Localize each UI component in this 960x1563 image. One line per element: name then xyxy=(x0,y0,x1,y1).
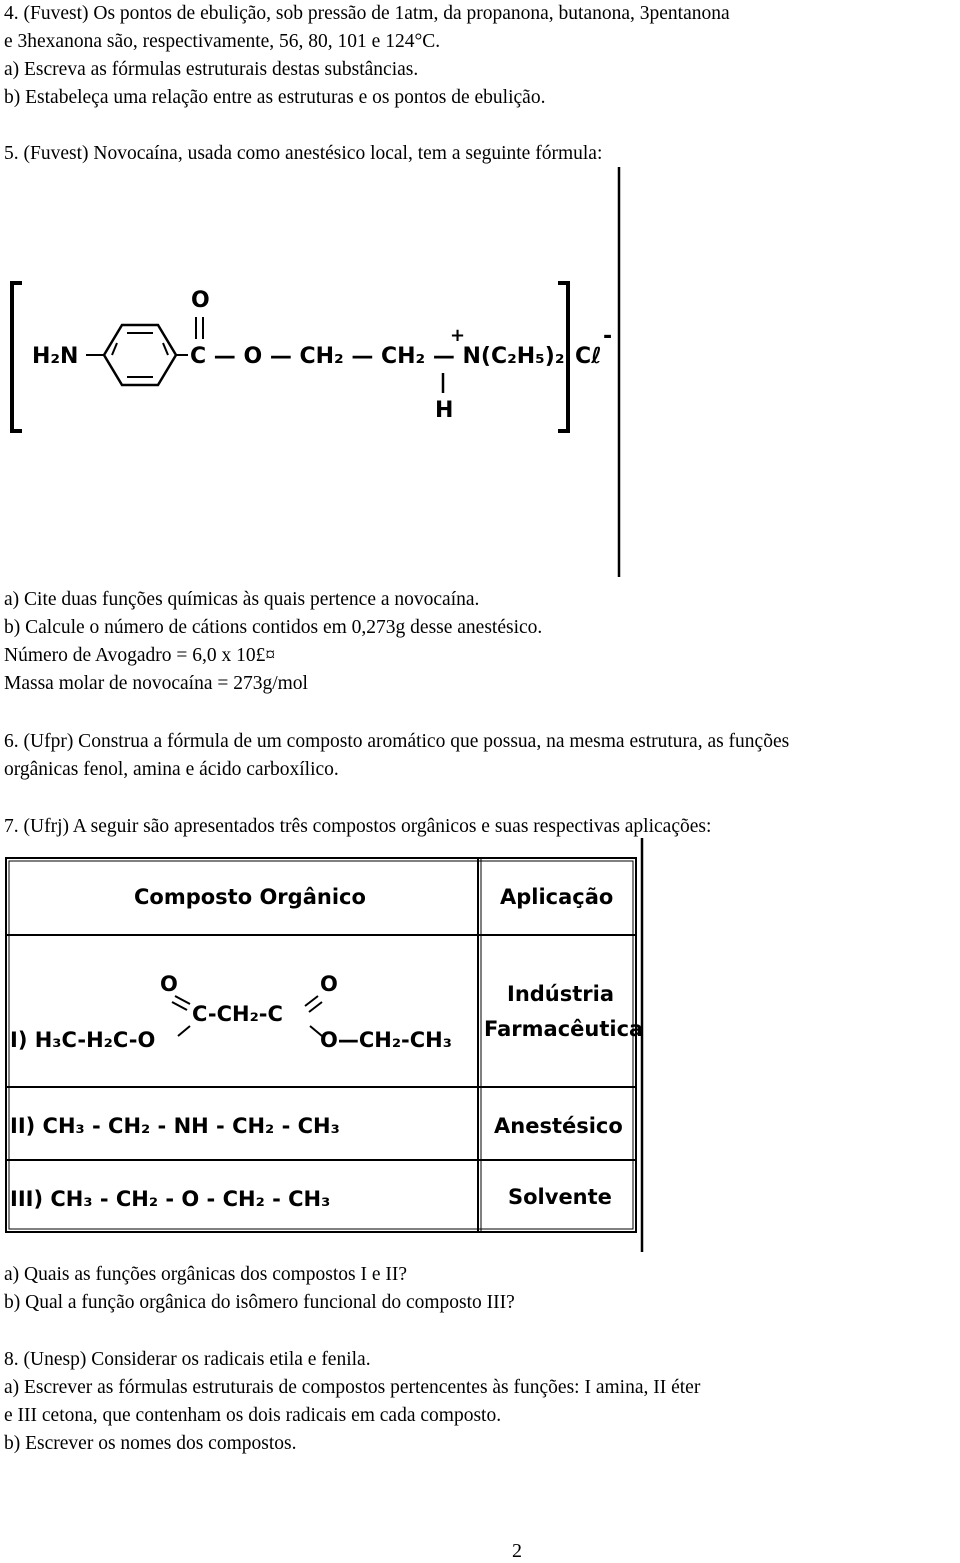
amine-group: H₂N xyxy=(32,344,79,369)
q6-line1: 6. (Ufpr) Construa a fórmula de um composto aromático que possua, na mesma estrutura, as funções xyxy=(4,731,790,752)
ammonium-hydrogen: H xyxy=(435,398,454,423)
header-application: Aplicação xyxy=(500,885,614,909)
q7-intro: 7. (Ufrj) A seguir são apresentados três compostos orgânicos e suas respectivas aplicações: xyxy=(4,816,712,837)
q8-line1: 8. (Unesp) Considerar os radicais etila e fenila. xyxy=(4,1349,371,1370)
compound-I-oxygen-right: O xyxy=(320,972,338,996)
header-compound: Composto Orgânico xyxy=(134,885,366,909)
application-III: Solvente xyxy=(508,1185,612,1209)
q5-item-a: a) Cite duas funções químicas às quais pertence a novocaína. xyxy=(4,589,480,610)
q6-line2: orgânicas fenol, amina e ácido carboxílico. xyxy=(4,759,339,780)
q4-line2: e 3hexanona são, respectivamente, 56, 80, 101 e 124°C. xyxy=(4,31,441,52)
carbonyl-oxygen: O xyxy=(191,288,210,313)
positive-charge: + xyxy=(450,325,466,346)
q8-line2: a) Escrever as fórmulas estruturais de compostos pertencentes às funções: I amina, II éter xyxy=(4,1377,701,1398)
page-number: 2 xyxy=(512,1540,522,1562)
compound-I-oxygen-left: O xyxy=(160,972,178,996)
application-II: Anestésico xyxy=(494,1114,623,1138)
q5-molar-mass: Massa molar de novocaína = 273g/mol xyxy=(4,673,308,694)
q8-line4: b) Escrever os nomes dos compostos. xyxy=(4,1433,297,1454)
compound-I-right: O—CH₂-CH₃ xyxy=(320,1028,452,1052)
negative-charge: - xyxy=(603,324,613,349)
compounds-table xyxy=(0,836,650,1256)
compound-I xyxy=(10,972,452,1052)
application-I-line1: Indústria xyxy=(507,982,615,1006)
q4-item-a: a) Escreva as fórmulas estruturais destas substâncias. xyxy=(4,59,419,80)
compound-I-left: I) H₃C-H₂C-O xyxy=(10,1028,156,1052)
main-chain: C — O — CH₂ — CH₂ — N(C₂H₅)₂ xyxy=(190,344,565,369)
q7-item-a: a) Quais as funções orgânicas dos compostos I e II? xyxy=(4,1264,408,1285)
compound-I-middle: C-CH₂-C xyxy=(192,1002,283,1026)
q4-line1: 4. (Fuvest) Os pontos de ebulição, sob pressão de 1atm, da propanona, butanona, 3pentanona xyxy=(4,3,730,24)
chloride-ion: Cℓ xyxy=(575,344,602,369)
left-bracket xyxy=(12,283,22,431)
compound-III: III) CH₃ - CH₂ - O - CH₂ - CH₃ xyxy=(10,1187,331,1211)
novocaine-structure xyxy=(0,165,640,585)
q5-avogadro: Número de Avogadro = 6,0 x 10£¤ xyxy=(4,645,276,666)
q4-item-b: b) Estabeleça uma relação entre as estruturas e os pontos de ebulição. xyxy=(4,87,546,108)
benzene-ring xyxy=(104,325,176,385)
application-I-line2: Farmacêutica xyxy=(484,1017,644,1041)
q8-line3: e III cetona, que contenham os dois radicais em cada composto. xyxy=(4,1405,502,1426)
q5-item-b: b) Calcule o número de cátions contidos em 0,273g desse anestésico. xyxy=(4,617,543,638)
compound-II: II) CH₃ - CH₂ - NH - CH₂ - CH₃ xyxy=(10,1114,340,1138)
q7-item-b: b) Qual a função orgânica do isômero funcional do composto III? xyxy=(4,1292,515,1313)
q5-intro: 5. (Fuvest) Novocaína, usada como anestésico local, tem a seguinte fórmula: xyxy=(4,143,603,164)
